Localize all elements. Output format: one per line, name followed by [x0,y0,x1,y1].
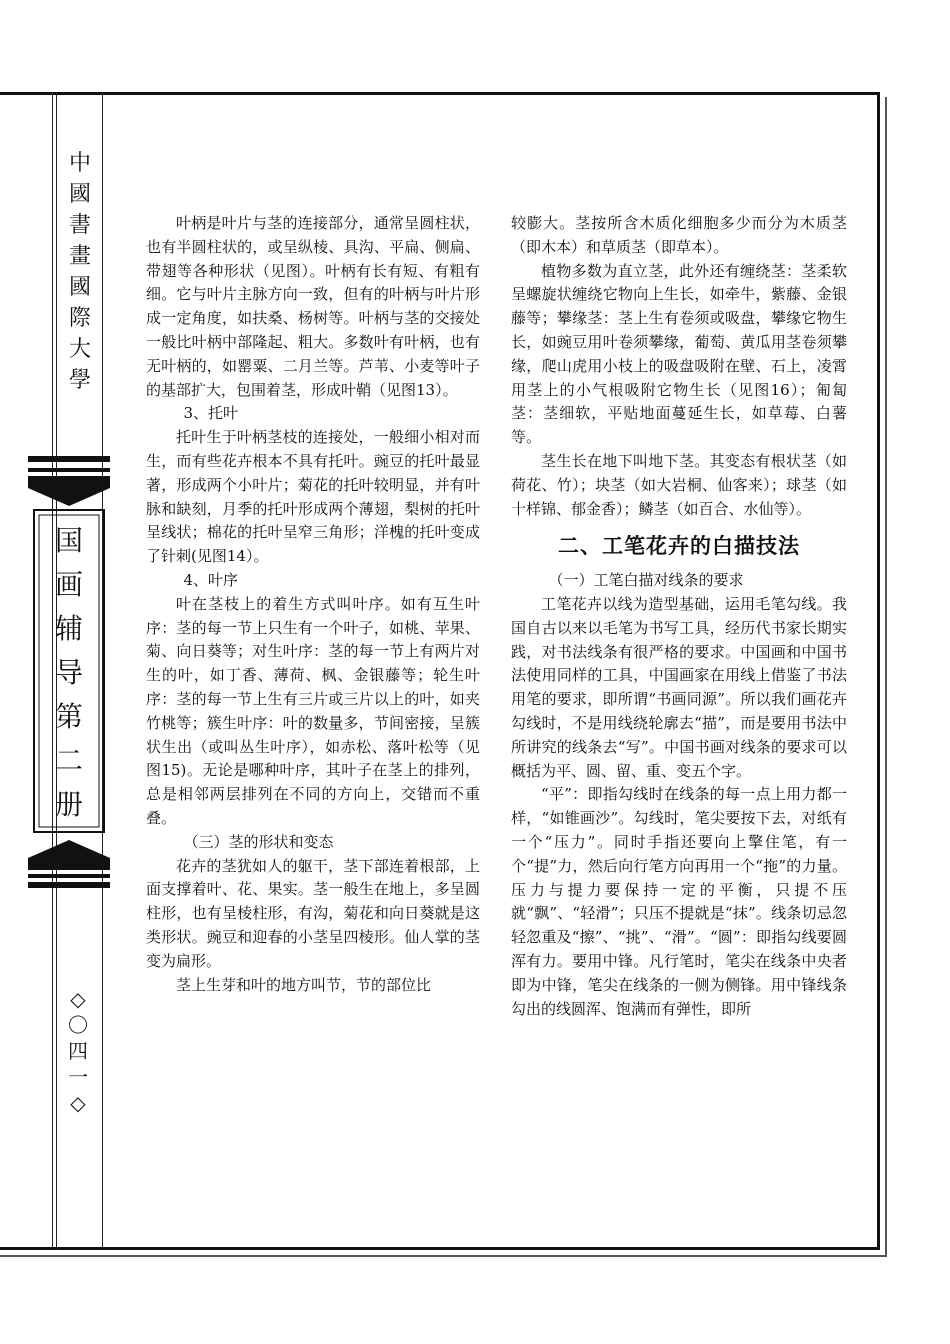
page-number-char: 一 [68,1065,88,1089]
subheading: （一）工笔白描对线条的要求 [548,571,744,590]
diamond-ornament-icon: ◇ [70,987,86,1011]
paragraph: 工笔花卉以线为造型基础，运用毛笔勾线。我国自古以来以毛笔为书写工具，经历代书家长期实践，对书法线条有很严格的要求。中国画和中国书法使用同样的工具，中国画家在用线上借鉴了书法用笔的要求，即所谓“书画同源”。所以我们画花卉勾线时，不是用线绕轮廓去“描”，而是要用书法中所讲究的线条去“写”。中国书画对线条的要求可以概括为平、圆、留、重、变五个字。 [511,594,847,780]
page-number-char: 〇 [68,1013,88,1037]
series-char: 画 [54,568,83,601]
diamond-ornament-icon: ◇ [70,1091,86,1115]
school-char: 書 [68,213,91,238]
paragraph: 叶柄是叶片与茎的连接部分，通常呈圆柱状，也有半圆柱状的，或呈纵棱、具沟、平扁、侧扁、带翅等各种形状（见图）。叶柄有长有短、有粗有细。它与叶片主脉方向一致，但有的叶柄与叶片形成一定角度，如扶桑、杨树等。叶柄与茎的交接处一般比叶柄中部隆起、粗大。多数叶有叶柄，也有无叶柄的，如罂粟、二月兰等。芦苇、小麦等叶子的基部扩大，包围着茎，形成叶鞘（见图13）。 [146,214,480,399]
paragraph: 花卉的茎犹如人的躯干，茎下部连着根部，上面支撑着叶、花、果实。茎一般生在地上，多呈圆柱形，也有呈棱柱形，有沟，菊花和向日葵就是这类形状。豌豆和迎春的小茎呈四棱形。仙人掌的茎变为扁形。 [146,856,480,970]
series-title-vertical [7,519,131,827]
subheading: （三）茎的形状和变态 [183,832,334,851]
paragraph: 茎上生芽和叶的地方叫节，节的部位比 [176,975,432,994]
series-char: 国 [54,524,83,557]
series-char: 册 [54,788,83,821]
right-column [511,212,847,1021]
paragraph: “平”：即指勾线时在线条的每一点上用力都一样，“如锥画沙”。勾线时，笔尖要按下去，对纸有一个“压力”。同时手指还要向上擎住笔，有一个“提”力，然后向行笔方向再用一个“拖”的力量。压力与提力要保持一定的平衡，只提不压就“飘”、“轻滑”；只压不提就是“抹”。线条切忌忽轻忽重及“擦”、“挑”、“滑”。“圆”：即指勾线要圆浑有力。要用中锋。凡行笔时，笔尖在线条中央者即为中锋，笔尖在线条的一侧为侧锋。用中锋线条勾出的线圆浑、饱满而有弹性，即所 [511,785,847,1018]
school-char: 國 [68,182,91,207]
paragraph: 托叶生于叶柄茎枝的连接处，一般细小相对而生，而有些花卉根本不具有托叶。豌豆的托叶最显著，形成两个小叶片；菊花的托叶较明显，并有叶脉和缺刻，月季的托叶形成两个薄翅，梨树的托叶呈线状；棉花的托叶呈窄三角形；洋槐的托叶变成了针刺(见图14）。 [146,428,480,566]
series-char: 第 [54,700,83,733]
paragraph: 茎生长在地下叫地下茎。其变态有根状茎（如荷花、竹）；块茎（如大岩桐、仙客来）；球茎（如十样锦、郁金香）；鳞茎（如百合、水仙等）。 [511,451,847,518]
subheading: 4、叶序 [183,570,239,589]
school-char: 國 [68,275,91,300]
school-char: 畫 [68,244,91,269]
school-char: 學 [68,368,91,393]
page-number-vertical [58,986,98,1116]
left-column [146,212,480,997]
subheading: 3、托叶 [183,404,239,423]
school-char: 際 [68,306,91,331]
series-char: 二 [54,744,83,777]
paragraph: 植物多数为直立茎，此外还有缠绕茎：茎柔软呈螺旋状缠绕它物向上生长，如牵牛，紫藤、金银藤等；攀缘茎：茎上生有卷须或吸盘，攀缘它物生长，如豌豆用叶卷须攀缘，葡萄、黄瓜用茎卷须攀缘，爬山虎用小枝上的吸盘吸附在壁、石上，凌霄用茎上的小气根吸附它物生长（见图16）；匍匐茎：茎细软，平贴地面蔓延生长，如草莓、白薯等。 [511,261,847,447]
series-char: 辅 [54,612,83,645]
page-number-char: 四 [68,1039,88,1063]
series-char: 导 [54,656,83,689]
school-name-vertical [60,148,100,396]
school-char: 大 [68,337,91,362]
school-char: 中 [68,151,91,176]
paragraph: 较膨大。茎按所含木质化细胞多少而分为木质茎（即木本）和草质茎（即草本）。 [511,214,847,256]
section-heading: 二、工笔花卉的白描技法 [558,534,800,559]
paragraph: 叶在茎枝上的着生方式叫叶序。如有互生叶序：茎的每一节上只生有一个叶子，如桃、苹果、菊、向日葵等；对生叶序：茎的每一节上有两片对生的叶，如丁香、薄荷、枫、金银藤等；轮生叶序：茎的每一节上生有三片或三片以上的叶，如夹竹桃等；簇生叶序：叶的数量多，节间密接，呈簇状生出（或叫丛生叶序），如赤松、落叶松等（见图15)。无论是哪种叶序，其叶子在茎上的排列，总是相邻两层排列在不同的方向上，交错而不重叠。 [146,594,480,827]
